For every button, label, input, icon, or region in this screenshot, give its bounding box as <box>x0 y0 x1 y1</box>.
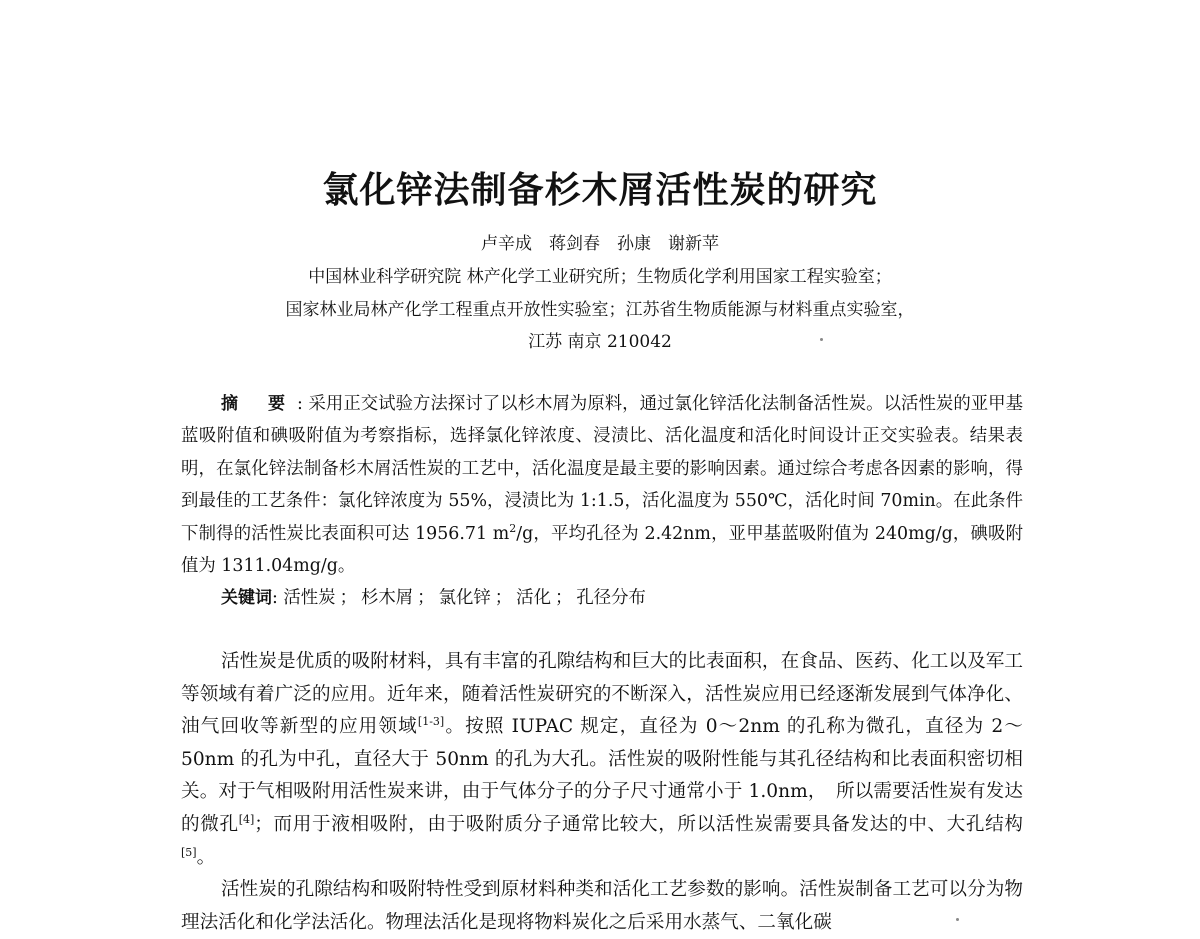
keywords <box>221 582 646 614</box>
keyword-item: 杉木屑 <box>360 588 414 608</box>
keyword-item: 孔径分布 <box>576 588 646 608</box>
body-text <box>181 646 1023 939</box>
affiliation-line-1: 中国林业科学研究院 林产化学工业研究所；生物质化学利用国家工程实验室； <box>308 267 892 287</box>
body-text-segment: 。 <box>196 846 216 868</box>
keywords-label: 关键词 <box>221 588 272 608</box>
scan-speck <box>956 918 959 921</box>
abstract-text: 采用正交试验方法探讨了以杉木屑为原料，通过氯化锌活化法制备活性炭。以活性炭的亚甲基蓝吸附值和碘吸附值为考察指标，选择氯化锌浓度、浸渍比、活化温度和活化时间设计正交实验表。结果表明，在氯化锌法制备杉木屑活性炭的工艺中，活化温度是最主要的影响因素。通过综合考虑各因素的影响，得到最佳的工艺条件：氯化锌浓度为 55%，浸渍比为 1:1.5，活化温度为 550℃，活化时间 70min。在此条件下制得的活性炭比表面积可达 1956.71 m <box>181 394 1023 544</box>
paper-title: 氯化锌法制备杉木屑活性炭的研究 <box>322 170 878 211</box>
abstract-colon: : <box>297 394 309 414</box>
citation-ref: [4] <box>238 812 255 826</box>
keyword-separator: ； <box>554 588 573 608</box>
affiliation-line-3: 江苏 南京 210042 <box>528 332 672 352</box>
body-paragraph-2: 活性炭的孔隙结构和吸附特性受到原材料种类和活化工艺参数的影响。活性炭制备工艺可以分为物理法活化和化学法活化。物理法活化是现将物料炭化之后采用水蒸气、二氧化碳 <box>181 879 1023 933</box>
affiliation-line-2: 国家林业局林产化学工程重点开放性实验室；江苏省生物质能源与材料重点实验室， <box>285 300 915 320</box>
keywords-colon: : <box>272 588 284 608</box>
citation-ref: [1-3] <box>417 715 445 728</box>
scan-speck <box>820 338 823 341</box>
keyword-separator: ； <box>417 588 435 608</box>
keyword-item: 活化 <box>516 588 551 608</box>
body-text-segment: 活性炭是优质的吸附材料，具有丰富的孔隙结构和巨大的比表面积，在食品、医药、化工以及军工等领域有着广泛的应用。近年来，随着活性炭研究的不断深入，活性炭应用已经逐渐发展到气体净化、油气回收等新型的应用领域 <box>181 651 1023 738</box>
abstract-text-cont: /g，平均孔径为 2.42nm，亚甲基蓝吸附值为 240mg/g，碘吸附值为 1311.04mg/g。 <box>181 523 1023 577</box>
author-list: 卢辛成 蒋剑春 孙康 谢新苹 <box>481 234 719 254</box>
keyword-item: 氯化锌 <box>438 588 491 608</box>
keyword-separator: ； <box>494 588 513 608</box>
abstract <box>181 388 1023 582</box>
abstract-label: 摘 要 <box>221 394 298 414</box>
keyword-separator: ； <box>339 588 357 608</box>
body-text-segment: 。按照 IUPAC 规定，直径为 0～2nm 的孔称为微孔，直径为 2～50nm 的孔为中孔，直径大于 50nm 的孔为大孔。活性炭的吸附性能与其孔径结构和比表面积密切相关。对于气相吸附用活性炭来讲，由于气体分子的分子尺寸通常小于 1.0nm， 所以需要活性炭有发达的微孔 <box>181 716 1023 835</box>
body-paragraph-1 <box>181 646 1023 874</box>
body-text-segment: ；而用于液相吸附，由于吸附质分子通常比较大，所以活性炭需要具备发达的中、大孔结构 <box>254 813 1023 835</box>
citation-ref: [5] <box>181 845 197 859</box>
keyword-item: 活性炭 <box>283 588 336 608</box>
abstract-superscript: 2 <box>509 521 517 535</box>
